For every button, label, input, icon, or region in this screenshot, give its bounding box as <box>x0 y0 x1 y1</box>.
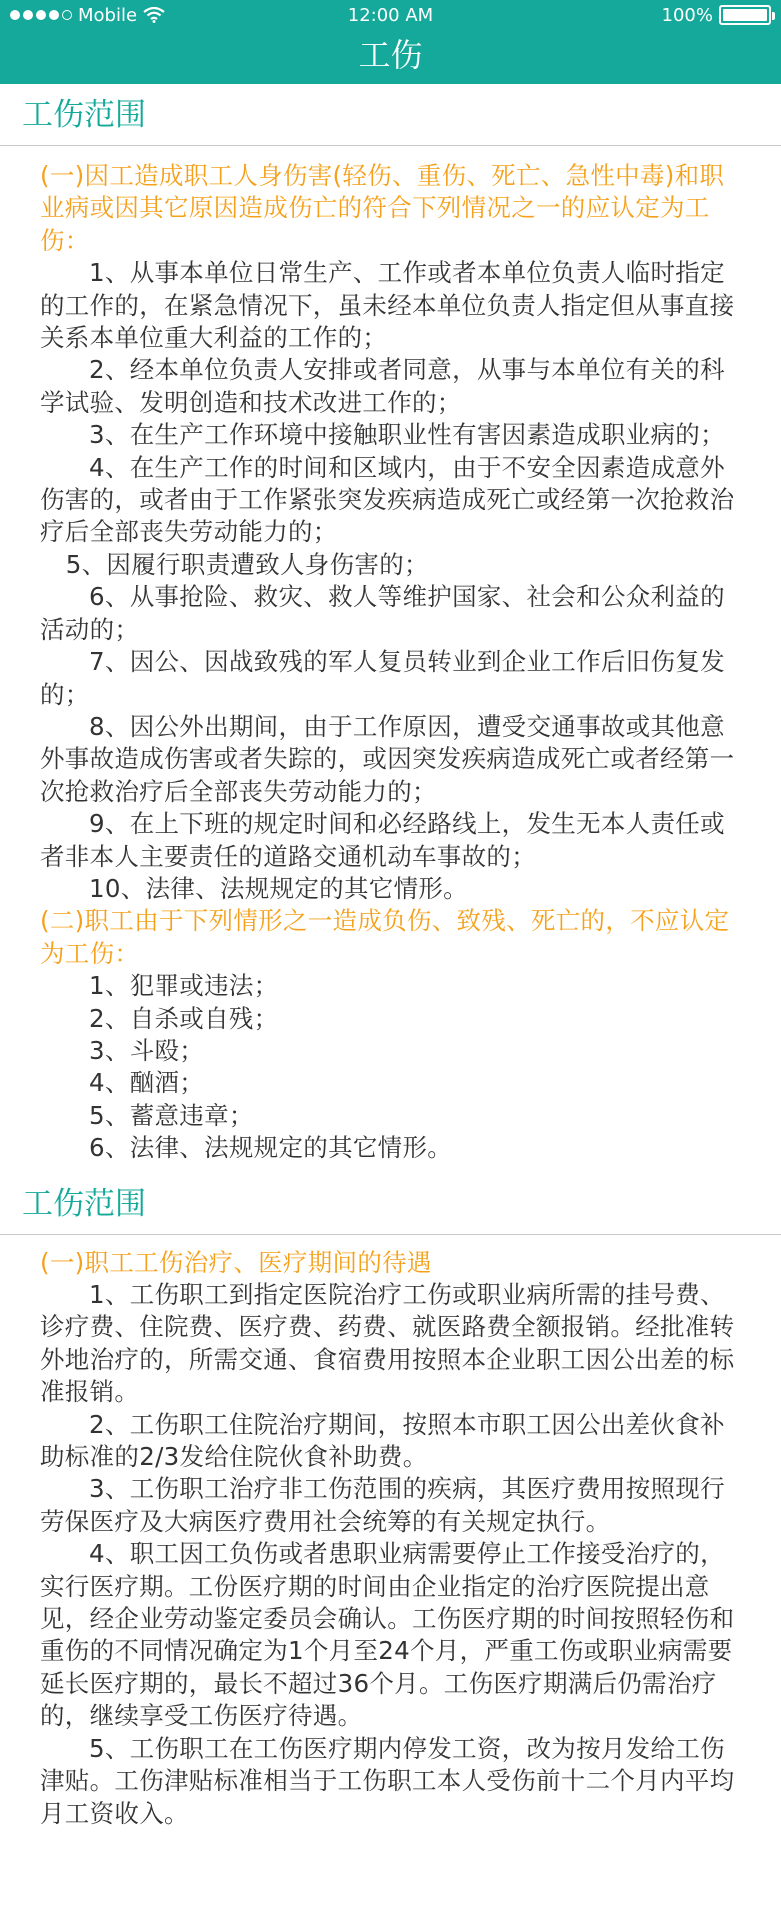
list-item: 2、自杀或自残； <box>89 1003 279 1033</box>
list-item: 5、工伤职工在工伤医疗期内停发工资，改为按月发给工伤津贴。工伤津贴标准相当于工伤职工本人受伤前十二个月内平均月工资收入。 <box>40 1733 735 1828</box>
signal-dot <box>10 10 20 20</box>
list-item: 8、因公外出期间，由于工作原因，遭受交通事故或其他意外事故造成伤害或者失踪的，或因突发疾病造成死亡或者经第一次抢救治疗后全部丧失劳动能力的； <box>40 711 735 806</box>
list-item: 1、犯罪或违法； <box>89 971 279 1001</box>
section-body-scope <box>0 146 781 1165</box>
battery-icon <box>719 5 771 25</box>
signal-dot <box>49 10 59 20</box>
signal-strength-icon <box>10 10 72 20</box>
list-item: 10、法律、法规规定的其它情形。 <box>89 873 468 903</box>
list-item: 5、蓄意违章； <box>89 1100 254 1130</box>
app-header <box>0 0 781 84</box>
list-item: 1、从事本单位日常生产、工作或者本单位负责人临时指定的工作的，在紧急情况下，虽未经本单位负责人指定但从事直接关系本单位重大利益的工作的； <box>40 258 735 353</box>
section-header-treatment <box>0 1165 781 1235</box>
list-item: 4、职工因工负伤或者患职业病需要停止工作接受治疗的，实行医疗期。工份医疗期的时间由企业指定的治疗医院提出意见，经企业劳动鉴定委员会确认。工伤医疗期的时间按照轻伤和重伤的不同情况确定为1个月至24个月，严重工伤或职业病需要延长医疗期的，最长不超过36个月。工伤医疗期满后仍需治疗的，继续享受工伤医疗待遇。 <box>40 1539 735 1731</box>
list-item: 6、从事抢险、救灾、救人等维护国家、社会和公众利益的活动的； <box>40 582 725 644</box>
signal-dot-empty <box>62 10 72 20</box>
battery-percent: 100% <box>661 4 713 26</box>
battery-fill <box>723 9 767 21</box>
subheading-treatment: (一)职工工伤治疗、医疗期间的待遇 <box>40 1247 432 1277</box>
signal-dot <box>23 10 33 20</box>
list-item: 5、因履行职责遭致人身伤害的； <box>65 549 429 579</box>
list-item: 1、工伤职工到指定医院治疗工伤或职业病所需的挂号费、诊疗费、住院费、医疗费、药费、就医路费全额报销。经批准转外地治疗的，所需交通、食宿费用按照本企业职工因公出差的标准报销。 <box>40 1280 735 1407</box>
subheading-recognized: (一)因工造成职工人身伤害(轻伤、重伤、死亡、急性中毒)和职业病或因其它原因造成伤亡的符合下列情况之一的应认定为工伤： <box>40 161 725 255</box>
list-item: 2、经本单位负责人安排或者同意，从事与本单位有关的科学试验、发明创造和技术改进工作的； <box>40 355 725 417</box>
list-item: 6、法律、法规规定的其它情形。 <box>89 1133 453 1163</box>
status-bar <box>0 0 781 30</box>
subheading-not-recognized: (二)职工由于下列情形之一造成负伤、致残、死亡的，不应认定为工伤： <box>40 906 730 968</box>
list-item: 3、斗殴； <box>89 1035 205 1065</box>
section-header-scope <box>0 84 781 146</box>
list-item: 3、在生产工作环境中接触职业性有害因素造成职业病的； <box>89 420 725 450</box>
list-item: 7、因公、因战致残的军人复员转业到企业工作后旧伤复发的； <box>40 647 725 709</box>
list-item: 4、酗酒； <box>89 1068 205 1098</box>
clock: 12:00 AM <box>347 4 434 26</box>
status-right <box>551 5 771 26</box>
section-body-treatment <box>0 1235 781 1830</box>
page-title: 工伤 <box>358 36 423 74</box>
list-item: 4、在生产工作的时间和区域内，由于不安全因素造成意外伤害的，或者由于工作紧张突发疾病造成死亡或经第一次抢救治疗后全部丧失劳动能力的； <box>40 452 735 547</box>
list-item: 2、工伤职工住院治疗期间，按照本市职工因公出差伙食补助标准的2/3发给住院伙食补助费。 <box>40 1409 725 1472</box>
status-left <box>10 5 230 26</box>
list-item: 3、工伤职工治疗非工伤范围的疾病，其医疗费用按照现行劳保医疗及大病医疗费用社会统筹的有关规定执行。 <box>40 1474 725 1536</box>
wifi-icon <box>143 7 165 23</box>
section-title: 工伤范围 <box>22 1185 146 1222</box>
section-title: 工伤范围 <box>22 97 146 133</box>
carrier-label: Mobile <box>78 4 138 26</box>
signal-dot <box>36 10 46 20</box>
list-item: 9、在上下班的规定时间和必经路线上，发生无本人责任或者非本人主要责任的道路交通机动车事故的； <box>40 809 725 871</box>
